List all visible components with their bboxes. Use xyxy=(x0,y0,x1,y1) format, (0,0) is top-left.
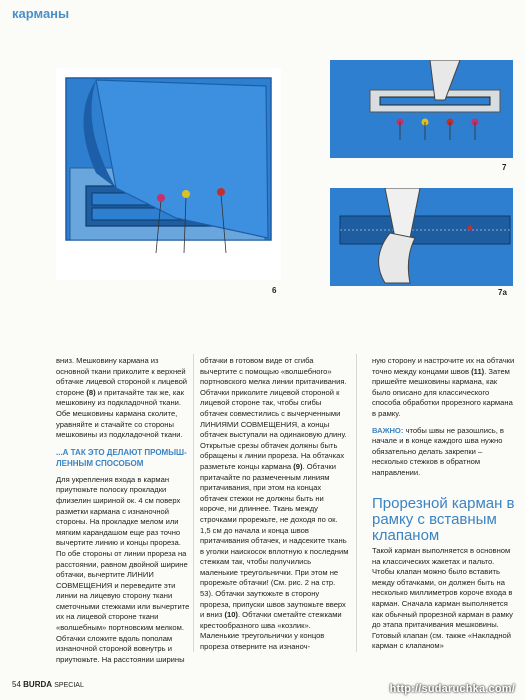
section-heading: Прорезной карман в рамку с вставным клапаном xyxy=(372,495,515,544)
watermark-url: http://sudaruchka.com/ xyxy=(389,683,515,695)
figure-7a-label: 7а xyxy=(498,288,507,297)
figure-7-label: 7 xyxy=(502,163,507,172)
column-divider xyxy=(193,354,194,652)
column-3-lower xyxy=(372,546,517,652)
figure-6-label: 6 xyxy=(272,286,277,295)
section-title: карманы xyxy=(12,6,70,21)
col1-subheading: ...А ТАК ЭТО ДЕЛАЮТ ПРОМЫШ-ЛЕННЫМ СПОСОБОМ xyxy=(56,447,187,468)
column-1 xyxy=(56,356,190,665)
page-footer xyxy=(12,680,84,689)
page-number: 54 xyxy=(12,680,21,689)
column-3 xyxy=(372,356,517,479)
column-2 xyxy=(200,356,350,653)
col1-paragraph-1: вниз. Мешковину кармана из основной ткани приколите к верхней обтачке лицевой стороной к лицевой стороне (8) и притачайте так же, как мешковину из подкладочной ткани. Обе мешковины кармана сколите, уравняйте и стачайте со стороны мешковины из подкладочной ткани. xyxy=(56,356,188,440)
figure-6-illustration xyxy=(56,68,281,280)
col3-paragraph-2: Такой карман выполняется в основном на классических жакетах и пальто. Чтобы клапан можно было вставить между обтачками, он должен быть на несколько миллиметров короче входа в карман. Сначала карман выполняется как обычный прорезной карман в рамку до этапа притачивания мешковины. Готовый клапан (см. также «Накладной карман с клапаном» xyxy=(372,546,513,651)
figure-7a-illustration xyxy=(330,188,513,286)
figure-7-illustration xyxy=(330,60,513,158)
column-divider xyxy=(356,354,357,652)
col2-paragraph-1: обтачки в готовом виде от сгиба вычертите с помощью «волшебного» портновского мелка линии притачивания. Обтачки приколите лицевой стороной к лицевой стороне так, чтобы сгибы обтачек совместились с вычерченными ЛИНИЯМИ СОВМЕЩЕНИЯ, а концы обтачек выступали на одинаковую длину. Открытые срезы обтачек должны быть обращены к линии прореза. На обтачках разметьте концы кармана (9). Обтачки притачайте по размеченным линиям притачивания, при этом на концах обтачек стежки не должны быть ни короче, ни длиннее. Ткань между строчками прорежьте, не доходя по ок. 1,5 см до начала и конца швов притачивания обтачек, и надсеките ткань в уголки наискосок вплотную к последним стежкам так, чтобы получились маленькие треугольнички. При этом не прорежьте обтачки! (См. рис. 2 на стр. 53). Обтачки заутюжьте в сторону прореза, припуски швов заутюжьте вверх и вниз (10). Обтачки сметайте стежками крестообразного шва «козлик». Маленькие треугольнички у концов прореза отверните на изнаноч- xyxy=(200,356,349,652)
magazine-edition: SPECIAL xyxy=(54,682,84,689)
col3-note: ВАЖНО: чтобы швы не разошлись, в начале и в конце каждого шва нужно обязательно делать закрепки – несколько стежков в обратном направлении. xyxy=(372,425,504,477)
col1-paragraph-2: Для укрепления входа в карман приутюжьте полоску прокладки флизелин шириной ок. 4 см поверх разметки кармана с изнаночной стороны. На прокладке мелом или мягким карандашом еще раз точно вычертите линию и концы прореза. По обе стороны от линии прореза на расстоянии, равном двойной ширине обтачки, вычертите ЛИНИИ СОВМЕЩЕНИЯ и переведите эти линии на лицевую сторону ткани сметочными стежками или вычертите их на лицевой стороне ткани «волшебным» портновским мелком. Обтачки сложите вдоль пополам изнаночной стороной вовнутрь и приутюжьте. На расстоянии ширины xyxy=(56,474,190,664)
magazine-brand: BURDA xyxy=(23,680,53,689)
col3-paragraph-1: ную сторону и настрочите их на обтачки точно между концами швов (11). Затем пришейте мешковины кармана, как было описано для классического способа обработки прорезного кармана в рамку. xyxy=(372,356,515,418)
